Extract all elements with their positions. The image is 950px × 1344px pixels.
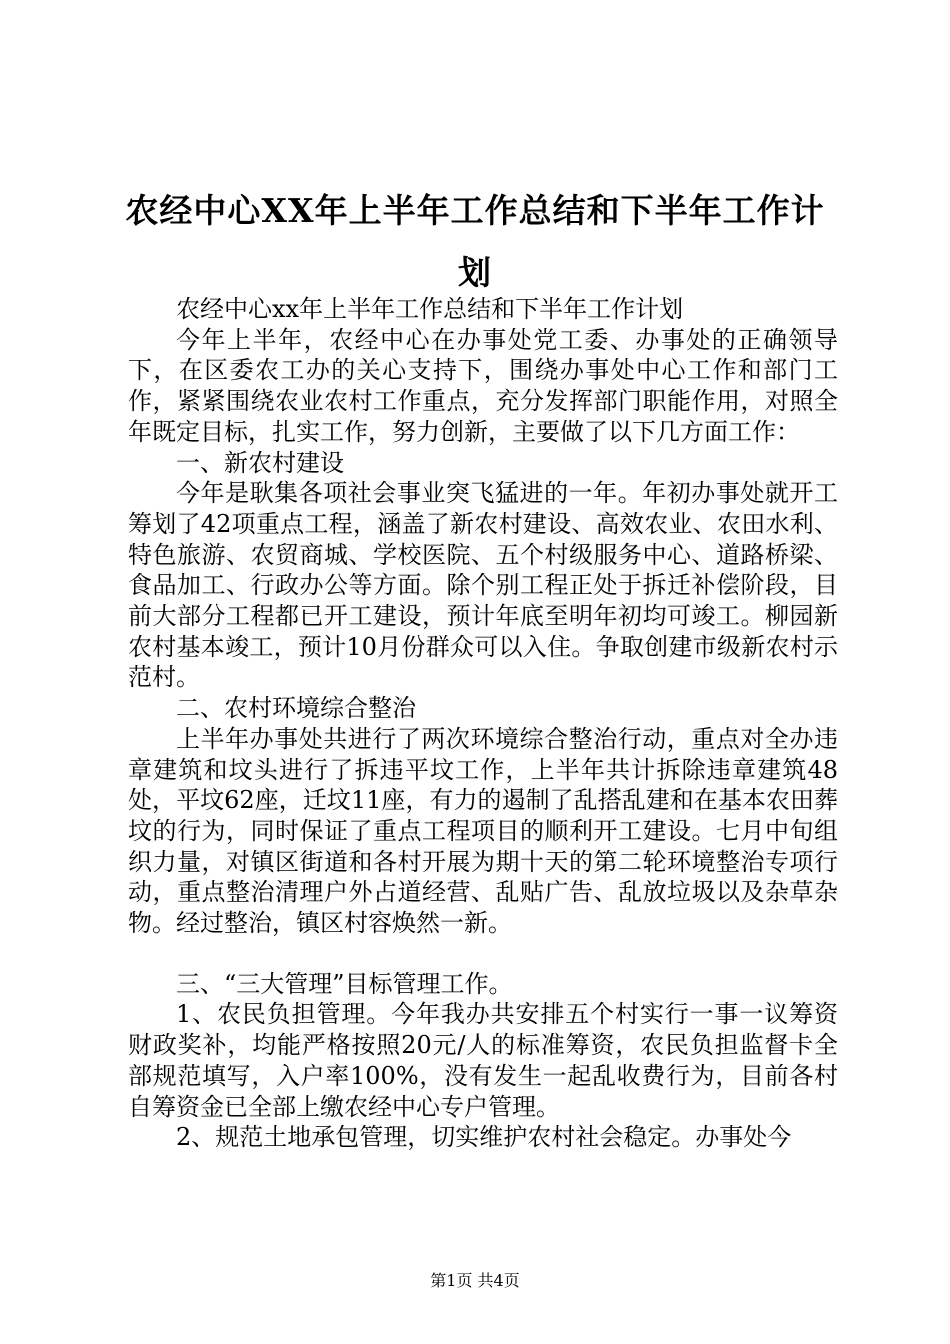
section-heading-2: 二、农村环境综合整治 [176,694,416,723]
paragraph-intro: 今年上半年，农经中心在办事处党工委、办事处的正确领导下，在区委农工办的关心支持下，围绕办事处中心工作和部门工作，紧紧围绕农业农村工作重点，充分发挥部门职能作用，对照全年既定目标，扎实工作，努力创新，主要做了以下几方面工作： [128,325,838,446]
section-heading-3: 三、“三大管理”目标管理工作。 [176,969,513,998]
document-title: 农经中心XX年上半年工作总结和下半年工作计划 [125,191,825,292]
paragraph-item-2: 2、规范土地承包管理，切实维护农村社会稳定。办事处今 [176,1123,792,1152]
paragraph-section-2: 上半年办事处共进行了两次环境综合整治行动，重点对全办违章建筑和坟头进行了拆违平坟工作，上半年共计拆除违章建筑48处，平坟62座，迁坟11座，有力的遏制了乱搭乱建和在基本农田葬坟的行为，同时保证了重点工程项目的顺利开工建设。七月中旬组织力量，对镇区街道和各村开展为期十天的第二轮环境整治专项行动，重点整治清理户外占道经营、乱贴广告、乱放垃圾以及杂草杂物。经过整治，镇区村容焕然一新。 [128,724,838,938]
paragraph-section-1: 今年是耿集各项社会事业突飞猛进的一年。年初办事处就开工筹划了42项重点工程，涵盖了新农村建设、高效农业、农田水利、特色旅游、农贸商城、学校医院、五个村级服务中心、道路桥梁、食品加工、行政办公等方面。除个别工程正处于拆迁补偿阶段，目前大部分工程都已开工建设，预计年底至明年初均可竣工。柳园新农村基本竣工，预计10月份群众可以入住。争取创建市级新农村示范村。 [128,479,838,692]
section-heading-1: 一、新农村建设 [176,448,344,477]
paragraph-item-1: 1、农民负担管理。今年我办共安排五个村实行一事一议筹资财政奖补，均能严格按照20元/人的标准筹资，农民负担监督卡全部规范填写，入户率100%，没有发生一起乱收费行为，目前各村自筹资金已全部上缴农经中心专户管理。 [128,1000,838,1121]
document-body [128,294,838,1153]
paragraph-subtitle: 农经中心xx年上半年工作总结和下半年工作计划 [176,295,684,323]
page-footer: 第1页 共4页 [430,1271,520,1290]
